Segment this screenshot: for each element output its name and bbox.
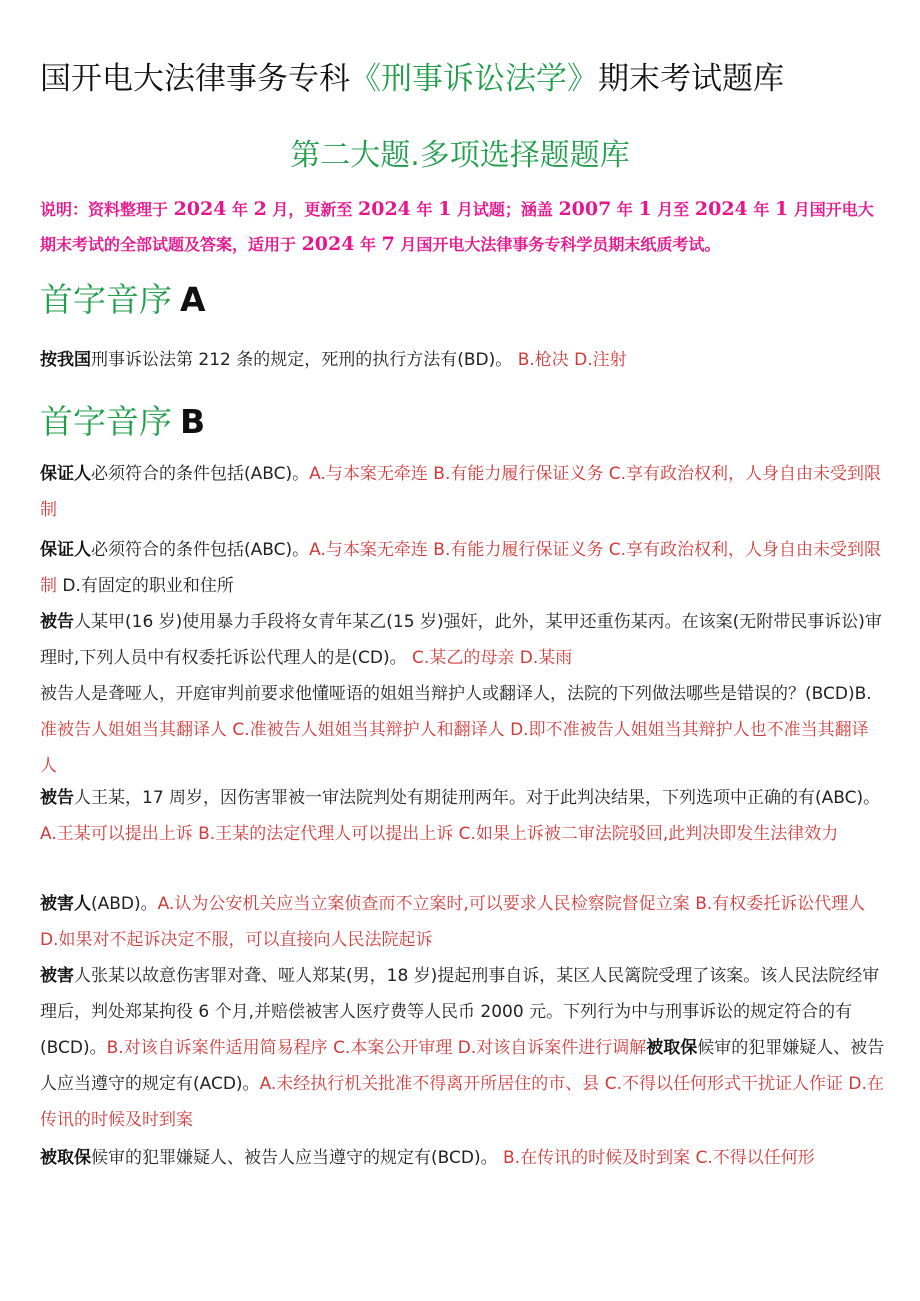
- question-item: [40, 958, 885, 1138]
- question-item: [40, 342, 885, 378]
- title-suffix: 期末考试题库: [598, 61, 784, 97]
- section-heading-a: [40, 278, 885, 322]
- answer-text: A.王某可以提出上诉 B.王某的法定代理人可以提出上诉 C.如果上诉被二审法院驳回,此判决即发生法律效力: [40, 824, 839, 844]
- answer-text: A.认为公安机关应当立案侦查而不立案时,可以要求人民检察院督促立案 B.有权委托诉讼代理人 D.如果对不起诉决定不服，可以直接向人民法院起诉: [40, 894, 866, 950]
- note-month: 2: [253, 198, 267, 220]
- note-text: 月国开电大法律事务专科学员期末纸质考试。: [394, 235, 721, 254]
- note-text: 说明：资料整理于: [40, 200, 174, 219]
- question-item: [40, 780, 885, 852]
- title-prefix: 国开电大法律事务专科: [40, 61, 350, 97]
- note-month: 1: [438, 198, 452, 220]
- answer-text: A.与本案无牵连 B.有能力履行保证义务 C.享有政治权利，人身自由未受到限制: [40, 540, 882, 596]
- question-text: 候审的犯罪嫌疑人、被告人应当遵守的规定有(BCD)。: [91, 1148, 498, 1168]
- answer-text: B.枪决 D.注射: [517, 350, 627, 370]
- note-text: 月试题；涵盖: [451, 200, 559, 219]
- question-lead: 被取保: [646, 1038, 698, 1058]
- section-letter: B: [180, 402, 206, 441]
- note-month: 1: [774, 198, 789, 220]
- note-text: 年: [747, 200, 775, 219]
- note-month: 7: [381, 233, 395, 255]
- note-text: 月至: [651, 200, 695, 219]
- note-text: 年: [611, 200, 639, 219]
- note-text: 月国开电大期末考试的全部试题及答案，适用于: [40, 200, 874, 254]
- section-letter: A: [180, 280, 206, 319]
- question-item: [40, 456, 885, 528]
- answer-text: 准被告人姐姐当其翻译人 C.准被告人姐姐当其辩护人和翻译人 D.即不准被告人姐姐当其辩护人也不准当其翻译人: [40, 720, 869, 776]
- answer-text: C.某乙的母亲 D.某雨: [412, 648, 573, 668]
- question-text: 刑事诉讼法第 212 条的规定，死刑的执行方法有(BD)。: [91, 350, 513, 370]
- question-lead: 按我国: [40, 350, 91, 370]
- question-text: 人某甲(16 岁)使用暴力手段将女青年某乙(15 岁)强奸，此外，某甲还重伤某丙。在该案(无附带民事诉讼)审理时,下列人员中有权委托诉讼代理人的是(CD)。: [40, 612, 882, 668]
- question-text: 必须符合的条件包括(ABC)。: [91, 540, 310, 560]
- question-lead: 被取保: [40, 1148, 91, 1168]
- answer-text: B.对该自诉案件适用简易程序 C.本案公开审理 D.对该自诉案件进行调解: [106, 1038, 647, 1058]
- question-lead: 被告: [40, 612, 74, 632]
- question-text: 人张某以故意伤害罪对聋、哑人郑某(男，18 岁)提起刑事自诉，某区人民篱院受理了该案。该人民法院经审理后，判处郑某拘役 6 个月,并赔偿被害人医疗费等人民币 2000 元。下列行为中与刑事诉讼的规定符合的有(BCD)。: [40, 966, 880, 1058]
- answer-text: A.与本案无牵连 B.有能力履行保证义务 C.享有政治权利，人身自由未受到限制: [40, 464, 882, 520]
- page-title: [40, 56, 890, 102]
- question-lead: 被害人: [40, 894, 91, 914]
- question-item: [40, 532, 885, 604]
- note-text: 年: [226, 200, 254, 219]
- note-text: 年: [354, 235, 382, 254]
- note-text: 月，更新至: [266, 200, 359, 219]
- question-item: [40, 604, 885, 676]
- question-item: [40, 886, 885, 958]
- note-year: 2024: [173, 198, 227, 220]
- question-text: 人王某，17 周岁，因伤害罪被一审法院判处有期徒刑两年。对于此判决结果，下列选项中正确的有(ABC)。: [74, 788, 881, 808]
- answer-text: A.未经执行机关批准不得离开所居住的市、县 C.不得以任何形式干扰证人作证 D.在传讯的时候及时到案: [40, 1074, 884, 1130]
- question-text: 候审的犯罪嫌疑人、被告人应当遵守的规定有(ACD)。: [40, 1038, 885, 1094]
- question-text: (ABD)。: [91, 894, 158, 914]
- note-text: 年: [410, 200, 439, 219]
- title-course: 《刑事诉讼法学》: [350, 61, 598, 97]
- question-text: D.有固定的职业和住所: [57, 576, 234, 596]
- question-lead: 被害: [40, 966, 74, 986]
- note-year: 2024: [301, 233, 355, 255]
- section-subtitle: 第二大题.多项选择题题库: [290, 138, 630, 173]
- note-year: 2024: [694, 198, 748, 220]
- question-lead: 保证人: [40, 464, 91, 484]
- question-lead: 保证人: [40, 540, 91, 560]
- question-lead: 被告: [40, 788, 74, 808]
- answer-text: B.在传讯的时候及时到案 C.不得以任何形: [503, 1148, 815, 1168]
- section-label: 首字音序: [40, 402, 172, 441]
- description-note: [40, 192, 885, 262]
- question-item: [40, 1140, 885, 1176]
- section-label: 首字音序: [40, 280, 172, 319]
- note-month: 1: [638, 198, 652, 220]
- question-text: 必须符合的条件包括(ABC)。: [91, 464, 310, 484]
- note-year: 2024: [358, 198, 411, 220]
- question-item: [40, 676, 885, 784]
- question-text: 被告人是聋哑人，开庭审判前要求他懂哑语的姐姐当辩护人或翻译人，法院的下列做法哪些是错误的？(BCD)B.: [40, 684, 872, 704]
- note-year: 2007: [558, 198, 612, 220]
- section-heading-b: [40, 400, 885, 444]
